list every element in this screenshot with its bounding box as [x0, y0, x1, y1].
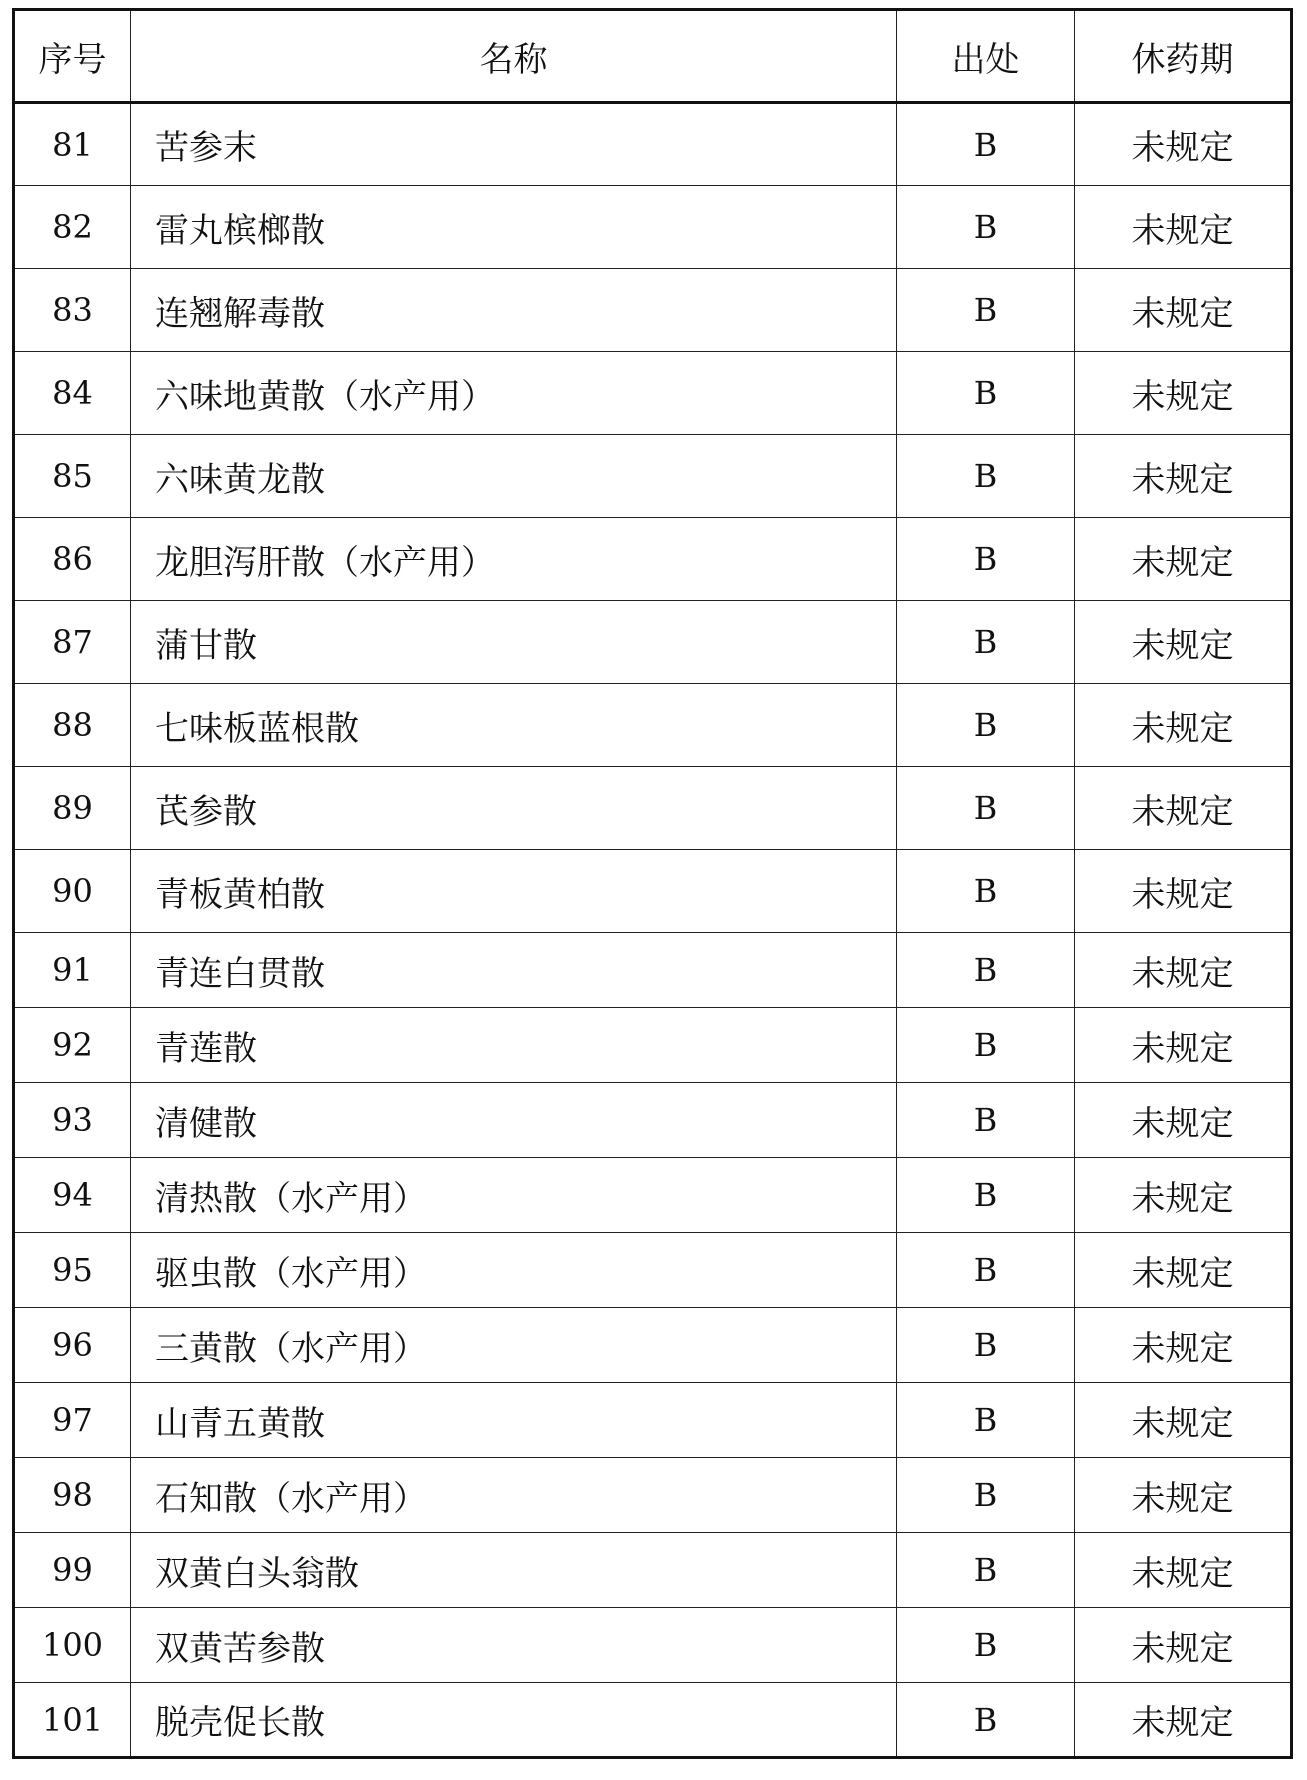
row-source: B [897, 601, 1075, 684]
row-no: 96 [14, 1308, 131, 1383]
header-source: 出处 [897, 10, 1075, 103]
table-row [14, 767, 1292, 850]
row-withdrawal: 未规定 [1075, 1233, 1292, 1308]
table-row [14, 1158, 1292, 1233]
row-withdrawal: 未规定 [1075, 1158, 1292, 1233]
drug-table [12, 8, 1293, 1759]
table-row [14, 1383, 1292, 1458]
table-row [14, 435, 1292, 518]
header-no: 序号 [14, 10, 131, 103]
row-source: B [897, 1608, 1075, 1683]
table-row [14, 1458, 1292, 1533]
row-withdrawal: 未规定 [1075, 1608, 1292, 1683]
table-row [14, 1308, 1292, 1383]
row-no: 91 [14, 933, 131, 1008]
table-row [14, 352, 1292, 435]
row-name: 雷丸槟榔散 [131, 186, 897, 269]
row-no: 90 [14, 850, 131, 933]
table-row [14, 1683, 1292, 1758]
row-name: 六味黄龙散 [131, 435, 897, 518]
drug-table-container [12, 8, 1293, 1759]
row-withdrawal: 未规定 [1075, 103, 1292, 186]
row-no: 89 [14, 767, 131, 850]
row-name: 苦参末 [131, 103, 897, 186]
row-name: 石知散（水产用） [131, 1458, 897, 1533]
row-withdrawal: 未规定 [1075, 933, 1292, 1008]
row-withdrawal: 未规定 [1075, 1383, 1292, 1458]
row-name: 驱虫散（水产用） [131, 1233, 897, 1308]
row-no: 84 [14, 352, 131, 435]
row-withdrawal: 未规定 [1075, 1533, 1292, 1608]
row-source: B [897, 186, 1075, 269]
row-source: B [897, 1533, 1075, 1608]
table-row [14, 103, 1292, 186]
row-name: 双黄白头翁散 [131, 1533, 897, 1608]
row-source: B [897, 767, 1075, 850]
row-name: 脱壳促长散 [131, 1683, 897, 1758]
row-no: 94 [14, 1158, 131, 1233]
row-source: B [897, 103, 1075, 186]
row-withdrawal: 未规定 [1075, 1458, 1292, 1533]
row-name: 龙胆泻肝散（水产用） [131, 518, 897, 601]
header-name: 名称 [131, 10, 897, 103]
row-source: B [897, 1008, 1075, 1083]
row-source: B [897, 269, 1075, 352]
row-withdrawal: 未规定 [1075, 352, 1292, 435]
row-name: 七味板蓝根散 [131, 684, 897, 767]
row-withdrawal: 未规定 [1075, 435, 1292, 518]
row-source: B [897, 933, 1075, 1008]
row-withdrawal: 未规定 [1075, 601, 1292, 684]
row-name: 连翘解毒散 [131, 269, 897, 352]
table-row [14, 1008, 1292, 1083]
table-row [14, 269, 1292, 352]
table-row [14, 684, 1292, 767]
row-name: 六味地黄散（水产用） [131, 352, 897, 435]
row-withdrawal: 未规定 [1075, 1683, 1292, 1758]
row-withdrawal: 未规定 [1075, 767, 1292, 850]
row-no: 88 [14, 684, 131, 767]
row-source: B [897, 518, 1075, 601]
table-row [14, 1083, 1292, 1158]
row-source: B [897, 1383, 1075, 1458]
row-withdrawal: 未规定 [1075, 518, 1292, 601]
row-name: 三黄散（水产用） [131, 1308, 897, 1383]
row-no: 87 [14, 601, 131, 684]
row-source: B [897, 435, 1075, 518]
row-no: 97 [14, 1383, 131, 1458]
row-source: B [897, 1683, 1075, 1758]
row-no: 92 [14, 1008, 131, 1083]
row-withdrawal: 未规定 [1075, 1008, 1292, 1083]
row-no: 98 [14, 1458, 131, 1533]
table-row [14, 1233, 1292, 1308]
row-no: 95 [14, 1233, 131, 1308]
row-source: B [897, 1158, 1075, 1233]
row-no: 99 [14, 1533, 131, 1608]
row-source: B [897, 1458, 1075, 1533]
row-source: B [897, 1233, 1075, 1308]
row-source: B [897, 1308, 1075, 1383]
row-no: 82 [14, 186, 131, 269]
table-row [14, 186, 1292, 269]
row-withdrawal: 未规定 [1075, 684, 1292, 767]
row-source: B [897, 850, 1075, 933]
row-source: B [897, 684, 1075, 767]
row-source: B [897, 1083, 1075, 1158]
table-header-row [14, 10, 1292, 103]
row-no: 85 [14, 435, 131, 518]
row-source: B [897, 352, 1075, 435]
row-no: 101 [14, 1683, 131, 1758]
row-no: 81 [14, 103, 131, 186]
header-withdrawal: 休药期 [1075, 10, 1292, 103]
row-withdrawal: 未规定 [1075, 269, 1292, 352]
table-row [14, 601, 1292, 684]
row-withdrawal: 未规定 [1075, 850, 1292, 933]
row-name: 蒲甘散 [131, 601, 897, 684]
table-row [14, 850, 1292, 933]
row-no: 86 [14, 518, 131, 601]
table-row [14, 518, 1292, 601]
row-name: 清热散（水产用） [131, 1158, 897, 1233]
table-row [14, 933, 1292, 1008]
row-withdrawal: 未规定 [1075, 1083, 1292, 1158]
table-row [14, 1608, 1292, 1683]
row-name: 双黄苦参散 [131, 1608, 897, 1683]
row-withdrawal: 未规定 [1075, 1308, 1292, 1383]
row-no: 93 [14, 1083, 131, 1158]
row-no: 100 [14, 1608, 131, 1683]
row-name: 芪参散 [131, 767, 897, 850]
table-row [14, 1533, 1292, 1608]
row-name: 青板黄柏散 [131, 850, 897, 933]
row-no: 83 [14, 269, 131, 352]
row-name: 青莲散 [131, 1008, 897, 1083]
row-withdrawal: 未规定 [1075, 186, 1292, 269]
row-name: 山青五黄散 [131, 1383, 897, 1458]
row-name: 青连白贯散 [131, 933, 897, 1008]
row-name: 清健散 [131, 1083, 897, 1158]
